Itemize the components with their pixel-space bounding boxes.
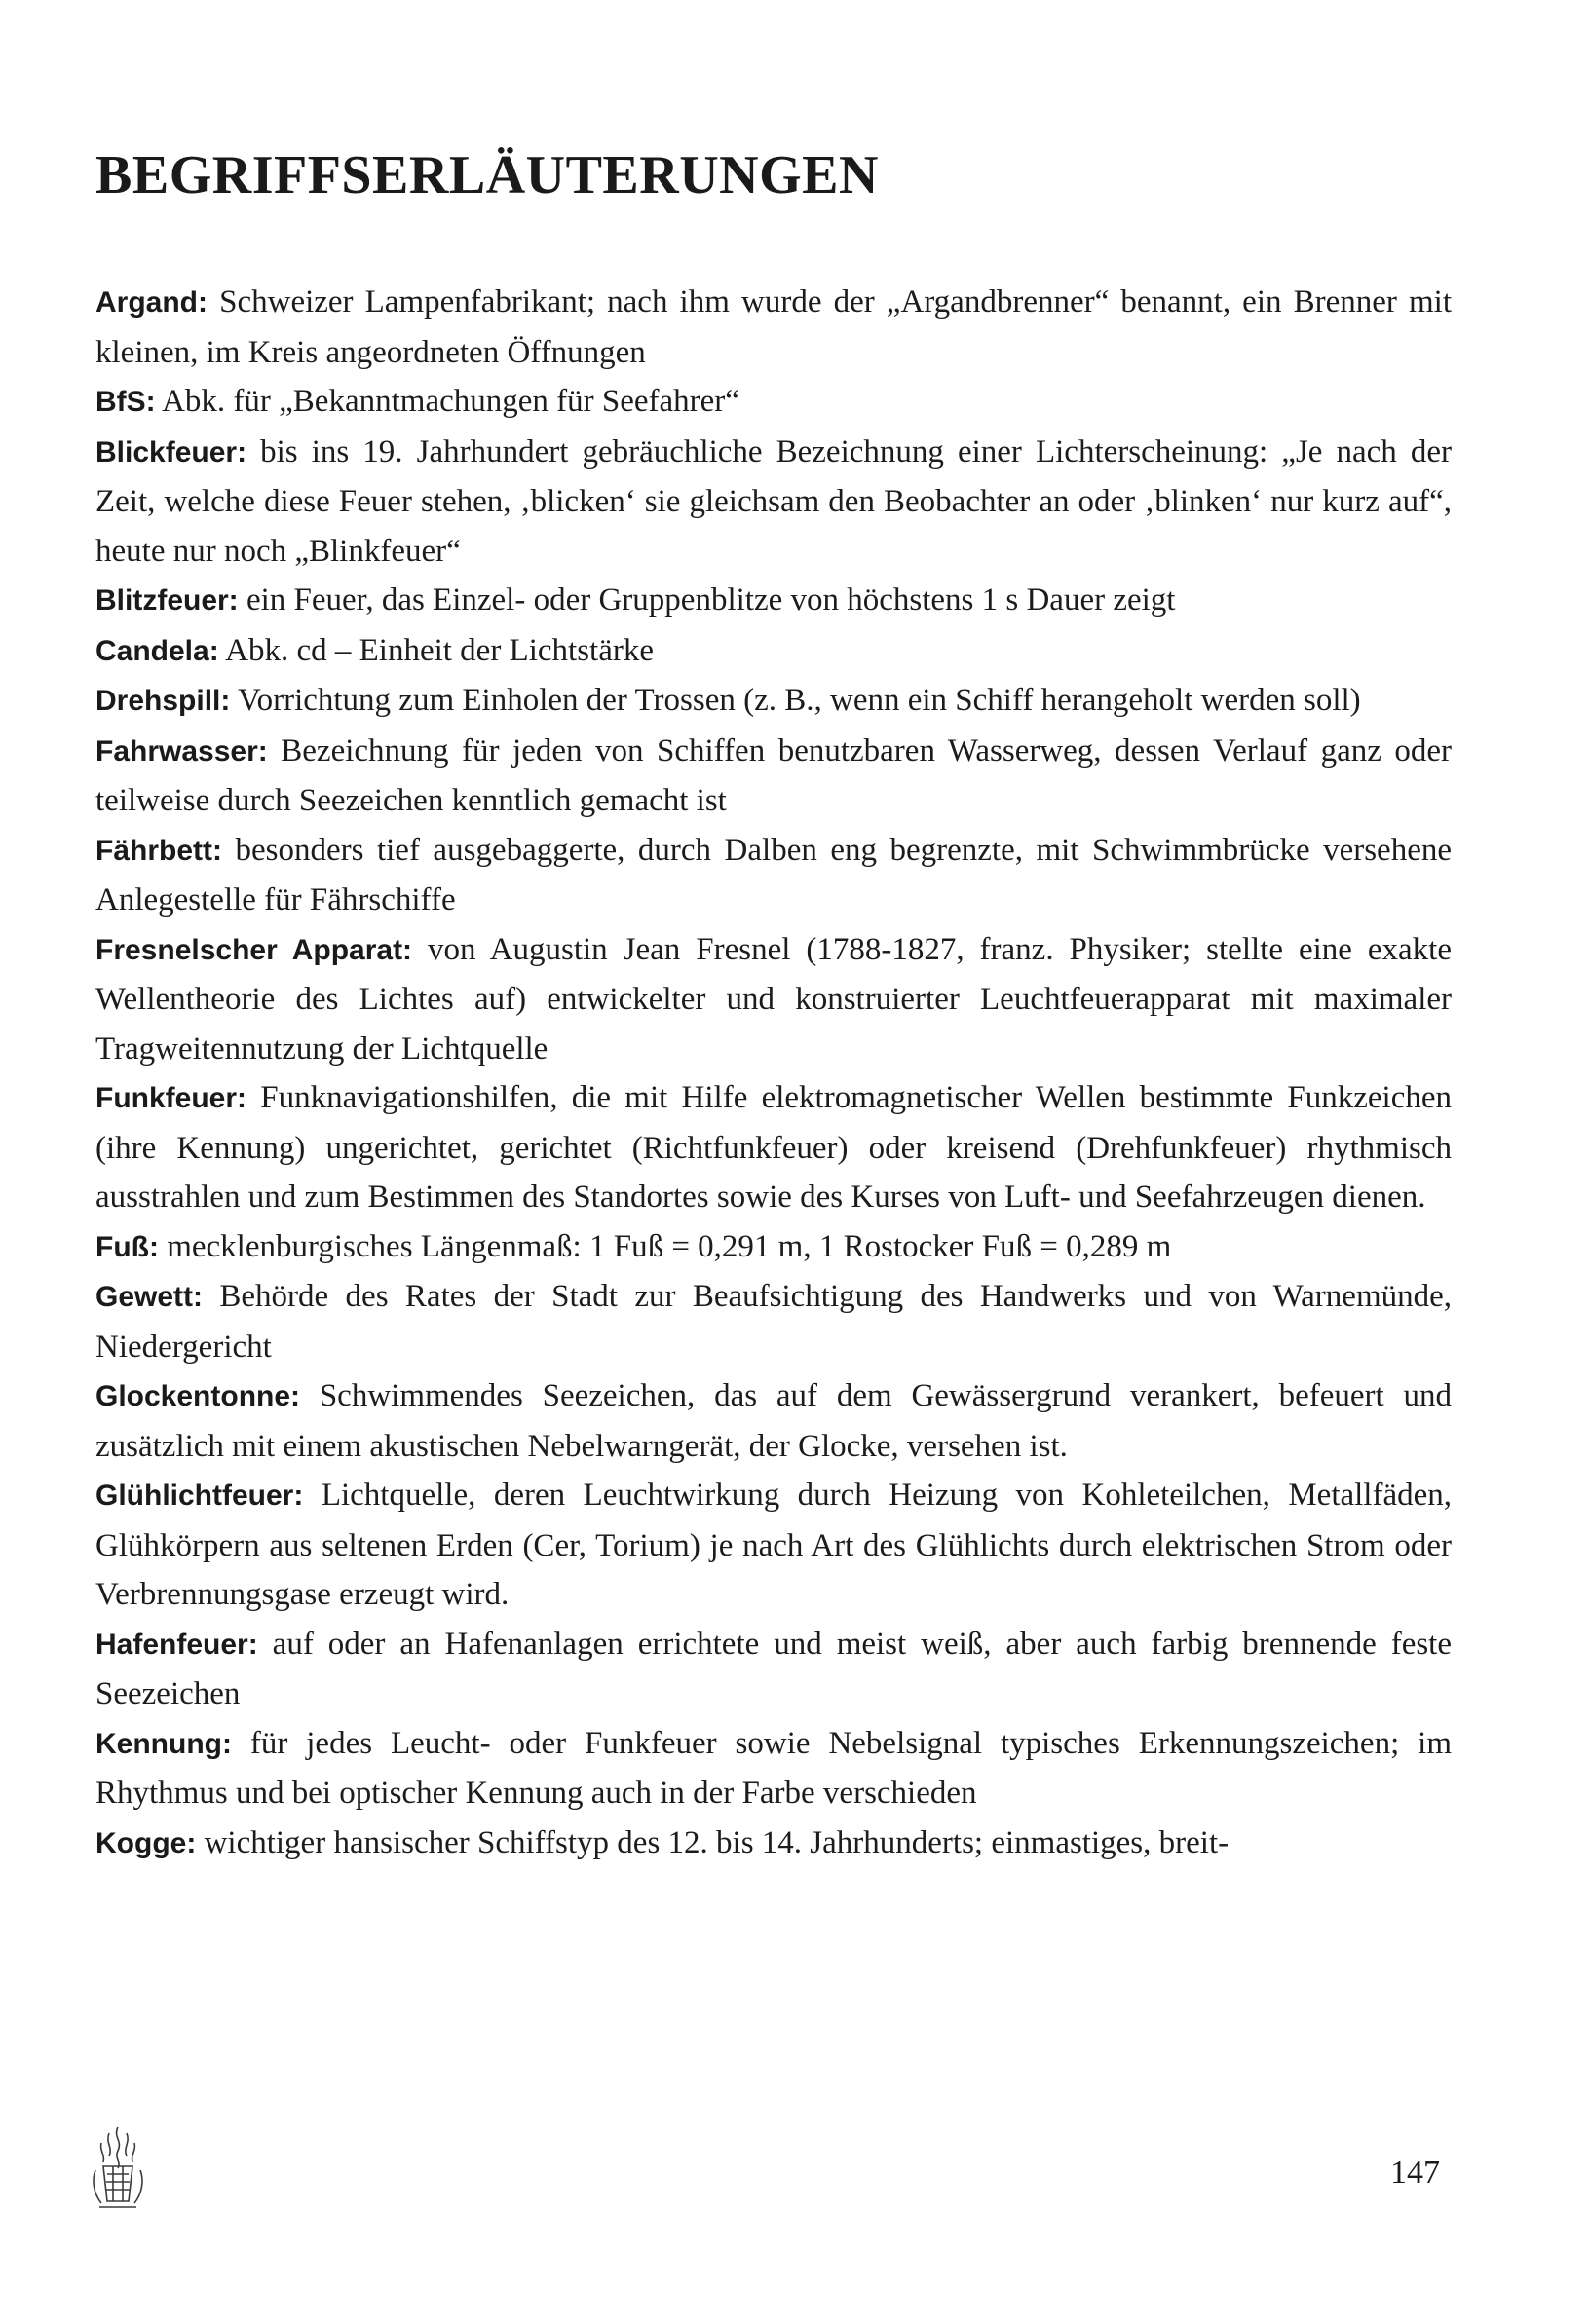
glossary-definition: von Augustin Jean Fresnel (1788-1827, franz. Physiker; stellte eine exakte Wellentheorie des Lichtes auf) entwickelter und konstruierter Leuchtfeuerapparat mit maximaler Tragweitennutzung der Lichtquelle bbox=[95, 931, 1452, 1067]
glossary-term: Blickfeuer: bbox=[95, 435, 247, 469]
glossary-entry bbox=[95, 826, 1452, 925]
glossary-entry bbox=[95, 428, 1452, 577]
glossary-entry bbox=[95, 278, 1452, 377]
glossary-definition: Abk. cd – Einheit der Lichtstärke bbox=[225, 632, 655, 668]
glossary-term: BfS: bbox=[95, 386, 156, 418]
glossary-definition: Schwimmendes Seezeichen, das auf dem Gewässergrund verankert, befeuert und zusätzlich mit einem akustischen Nebelwarngerät, der Glocke, versehen ist. bbox=[95, 1378, 1452, 1464]
glossary-term: Fahrwasser: bbox=[95, 734, 268, 768]
glossary-definition: bis ins 19. Jahrhundert gebräuchliche Bezeichnung einer Lichterscheinung: „Je nach der Zeit, welche diese Feuer stehen, ‚blicken‘ sie gleichsam den Beobachter an oder ‚blinken‘ nur kurz auf“, heute nur noch „Blinkfeuer“ bbox=[95, 433, 1453, 569]
page-heading: BEGRIFFSERLÄUTERUNGEN bbox=[95, 145, 879, 206]
glossary-entry bbox=[95, 727, 1452, 826]
glossary-term: Candela: bbox=[95, 634, 219, 667]
glossary-term: Funkfeuer: bbox=[95, 1082, 247, 1114]
glossary-entry bbox=[95, 1222, 1452, 1273]
glossary-definition: Behörde des Rates der Stadt zur Beaufsichtigung des Handwerks und von Warnemünde, Niedergericht bbox=[95, 1279, 1453, 1365]
glossary-definition: Schweizer Lampenfabrikant; nach ihm wurde der „Argandbrenner“ benannt, ein Brenner mit kleinen, im Kreis angeordneten Öffnungen bbox=[95, 284, 1452, 370]
glossary-term: Hafenfeuer: bbox=[95, 1628, 258, 1661]
glossary-definition: Bezeichnung für jeden von Schiffen benutzbaren Wasserweg, dessen Verlauf ganz oder teilweise durch Seezeichen kenntlich gemacht ist bbox=[95, 732, 1453, 818]
glossary-term: Fährbett: bbox=[95, 834, 222, 867]
glossary-term: Glühlichtfeuer: bbox=[95, 1480, 304, 1512]
glossary-term: Gewett: bbox=[95, 1281, 204, 1313]
glossary-term: Blitzfeuer: bbox=[95, 584, 239, 617]
glossary-entry bbox=[95, 1371, 1452, 1471]
glossary-definition: für jedes Leucht- oder Funkfeuer sowie Nebelsignal typisches Erkennungszeichen; im Rhythmus und bei optischer Kennung auch in der Farbe verschieden bbox=[95, 1725, 1452, 1811]
glossary-definition: Vorrichtung zum Einholen der Trossen (z. B., wenn ein Schiff herangeholt werden soll) bbox=[238, 683, 1361, 718]
glossary-definition: auf oder an Hafenanlagen errichtete und meist weiß, aber auch farbig brennende feste Seezeichen bbox=[95, 1626, 1452, 1711]
glossary-entry bbox=[95, 1272, 1452, 1371]
glossary-term: Fuß: bbox=[95, 1230, 159, 1263]
glossary-entry bbox=[95, 925, 1452, 1074]
glossary-entry bbox=[95, 576, 1452, 626]
glossary-term: Glockentonne: bbox=[95, 1380, 301, 1412]
glossary-term: Kennung: bbox=[95, 1727, 232, 1760]
glossary-entry bbox=[95, 1719, 1452, 1818]
glossary-entry bbox=[95, 377, 1452, 428]
glossary-entry bbox=[95, 1471, 1452, 1620]
glossary-list bbox=[95, 278, 1452, 1868]
glossary-definition: ein Feuer, das Einzel- oder Gruppenblitze von höchstens 1 s Dauer zeigt bbox=[246, 582, 1176, 618]
glossary-definition: besonders tief ausgebaggerte, durch Dalben eng begrenzte, mit Schwimmbrücke versehene Anlegestelle für Fährschiffe bbox=[95, 832, 1453, 918]
glossary-entry bbox=[95, 1073, 1452, 1222]
glossary-definition: Funknavigationshilfen, die mit Hilfe elektromagnetischer Wellen bestimmte Funkzeichen (ihre Kennung) ungerichtet, gerichtet (Richtfunkfeuer) oder kreisend (Drehfunkfeuer) rhythmisch ausstrahlen und zum Bestimmen des Standortes sowie des Kurses von Luft- und Seefahrzeugen dienen. bbox=[95, 1080, 1453, 1215]
glossary-term: Fresnelscher Apparat: bbox=[95, 933, 413, 966]
glossary-term: Kogge: bbox=[95, 1826, 197, 1859]
glossary-definition: mecklenburgisches Längenmaß: 1 Fuß = 0,291 m, 1 Rostocker Fuß = 0,289 m bbox=[167, 1228, 1172, 1264]
glossary-definition: Abk. für „Bekanntmachungen für Seefahrer“ bbox=[162, 384, 739, 419]
page-number: 147 bbox=[1390, 2155, 1440, 2191]
glossary-definition: wichtiger hansischer Schiffstyp des 12. bis 14. Jahrhunderts; einmastiges, breit- bbox=[204, 1824, 1230, 1860]
glossary-entry bbox=[95, 676, 1452, 727]
glossary-entry bbox=[95, 1818, 1452, 1869]
glossary-entry bbox=[95, 1620, 1452, 1719]
glossary-entry bbox=[95, 626, 1452, 677]
lighthouse-flame-emblem-icon bbox=[84, 2123, 152, 2213]
glossary-term: Drehspill: bbox=[95, 685, 231, 717]
glossary-definition: Lichtquelle, deren Leuchtwirkung durch Heizung von Kohleteilchen, Metallfäden, Glühkörpern aus seltenen Erden (Cer, Torium) je nach Art des Glühlichts durch elektrischen Strom oder Verbrennungsgase erzeugt wird. bbox=[95, 1478, 1452, 1612]
glossary-term: Argand: bbox=[95, 286, 208, 319]
